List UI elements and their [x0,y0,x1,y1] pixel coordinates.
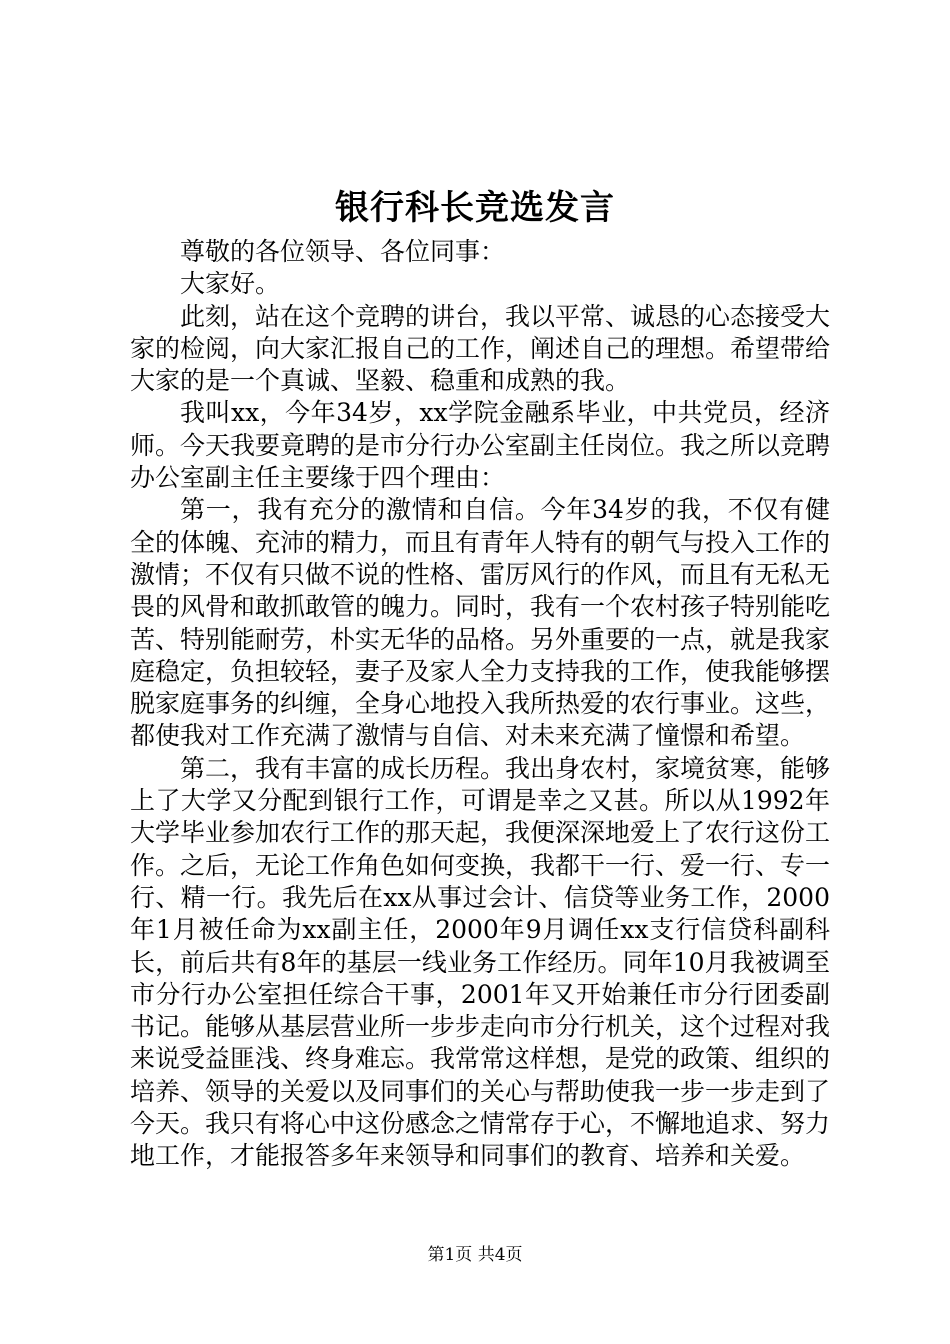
paragraph-reason-one: 第一，我有充分的激情和自信。今年34岁的我，不仅有健全的体魄、充沛的精力，而且有青年人特有的朝气与投入工作的激情；不仅有只做不说的性格、雷厉风行的作风，而且有无私无畏的风骨和敢抓敢管的魄力。同时，我有一个农村孩子特别能吃苦、特别能耐劳，朴实无华的品格。另外重要的一点，就是我家庭稳定，负担较轻，妻子及家人全力支持我的工作，使我能够摆脱家庭事务的纠缠，全身心地投入我所热爱的农行事业。这些，都使我对工作充满了激情与自信、对未来充满了憧憬和希望。 [130,495,831,751]
page-footer: 第1页 共4页 [427,1245,523,1265]
paragraph-self-introduction: 我叫xx，今年34岁，xx学院金融系毕业，中共党员，经济师。今天我要竟聘的是市分行办公室副主任岗位。我之所以竞聘办公室副主任主要缘于四个理由： [130,398,831,493]
paragraph-intro: 此刻，站在这个竞聘的讲台，我以平常、诚恳的心态接受大家的检阅，向大家汇报自己的工作，阐述自己的理想。希望带给大家的是一个真诚、坚毅、稳重和成熟的我。 [130,301,831,396]
document-title: 银行科长竞选发言 [335,188,615,228]
paragraph-salutation: 尊敬的各位领导、各位同事： [180,237,506,266]
paragraph-reason-two: 第二，我有丰富的成长历程。我出身农村，家境贫寒，能够上了大学又分配到银行工作，可谓是幸之又甚。所以从1992年大学毕业参加农行工作的那天起，我便深深地爱上了农行这份工作。之后，无论工作角色如何变换，我都干一行、爱一行、专一行、精一行。我先后在xx从事过会计、信贷等业务工作，2000年1月被任命为xx副主任，2000年9月调任xx支行信贷科副科长，前后共有8年的基层一线业务工作经历。同年10月我被调至市分行办公室担任综合干事，2001年又开始兼任市分行团委副书记。能够从基层营业所一步步走向市分行机关，这个过程对我来说受益匪浅、终身难忘。我常常这样想，是党的政策、组织的培养、领导的关爱以及同事们的关心与帮助使我一步一步走到了今天。我只有将心中这份感念之情常存于心，不懈地追求、努力地工作，才能报答多年来领导和同事们的教育、培养和关爱。 [130,753,831,1171]
document-body [130,236,830,1173]
paragraph-greeting: 大家好。 [180,269,281,299]
